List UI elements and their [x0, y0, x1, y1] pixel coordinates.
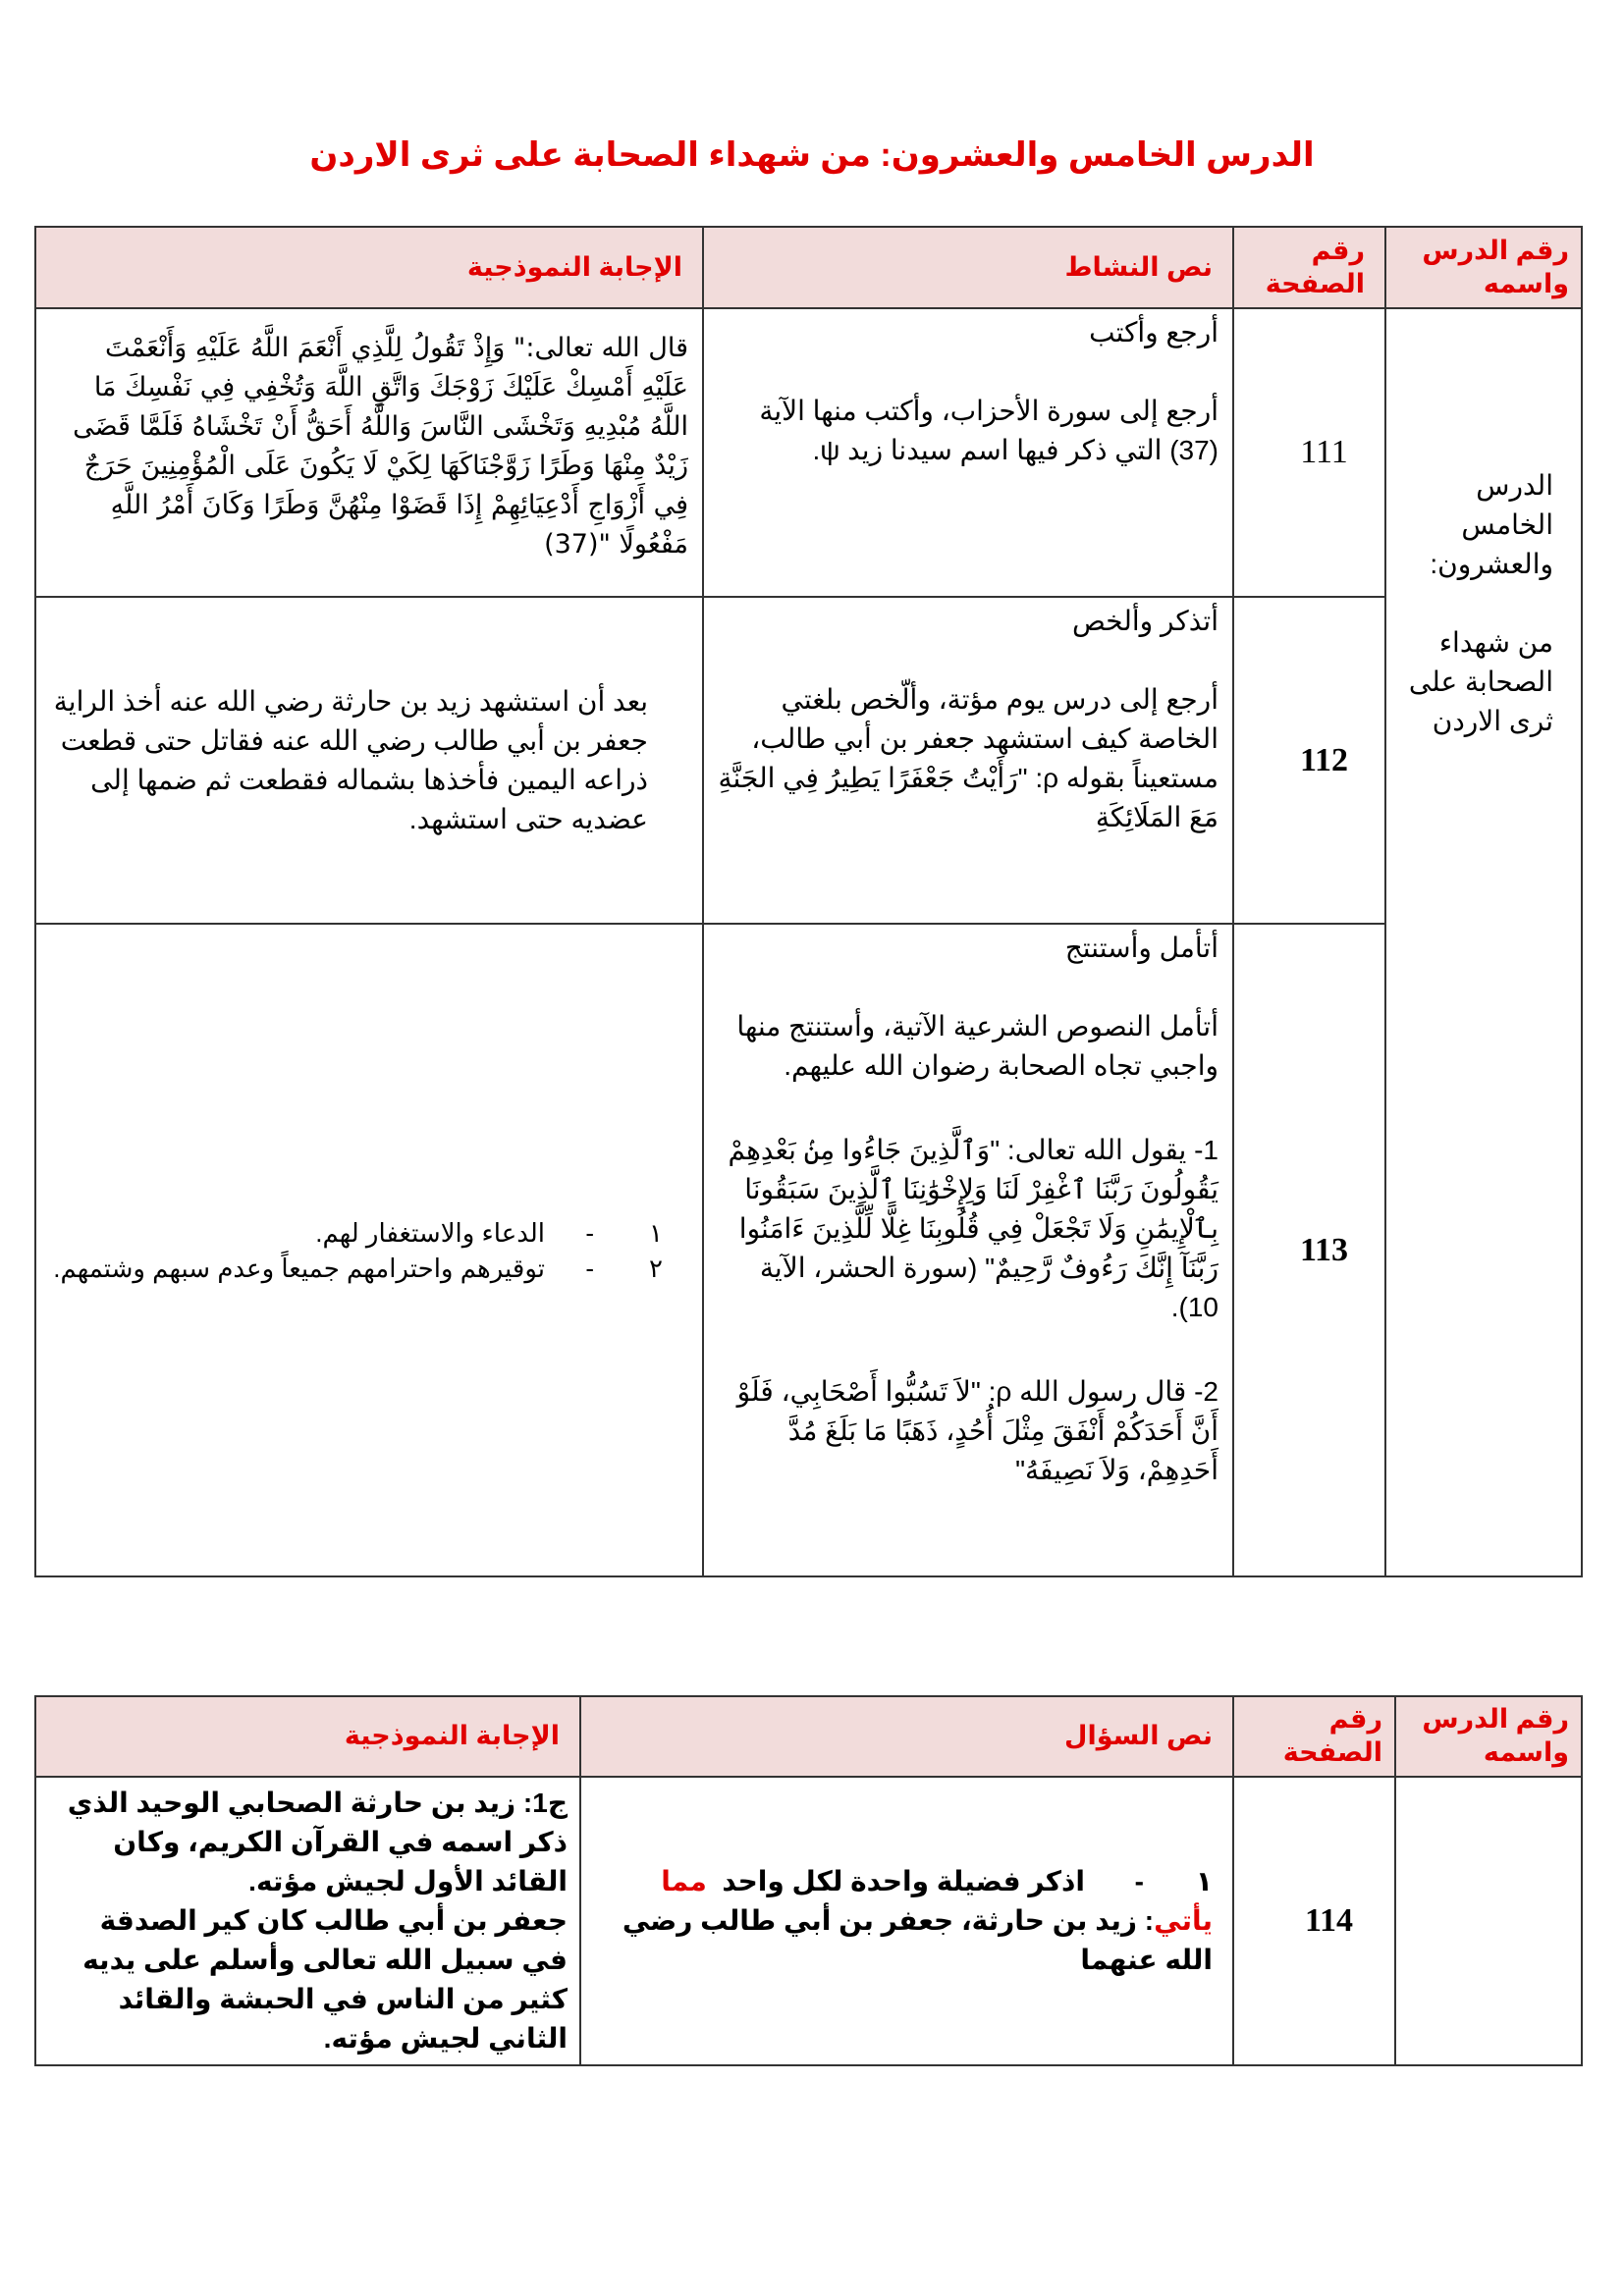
- table-header-row: [35, 1696, 1582, 1777]
- lesson-name-line: الخامس: [1461, 509, 1553, 540]
- table-row: [35, 308, 1582, 597]
- question-number: ١: [1195, 1865, 1213, 1896]
- header-lesson: رقم الدرس واسمه: [1385, 227, 1582, 308]
- activity-cell: [703, 308, 1233, 597]
- activity-title: أتذكر وألخص: [1071, 606, 1218, 636]
- answer-part: زيد بن حارثة الصحابي الوحيد الذي ذكر اسمه في القرآن الكريم، وكان القائد الأول لجيش مؤته.: [67, 1787, 568, 1896]
- table-row: [35, 597, 1582, 924]
- page-number: 111: [1233, 308, 1385, 597]
- answer-cell: [35, 308, 703, 597]
- answer-part: جعفر بن أبي طالب كان كير الصدقة في سبيل الله تعالى وأسلم على يديه كثير من الناس في الحبشة والقائد الثاني لجيش مؤته.: [82, 1904, 568, 2054]
- activity-text: أرجع إلى درس يوم مؤتة، وألّخص بلغتي الخاصة كيف استشهد جعفر بن أبي طالب، مستعيناً بقوله ρ: "رَأَيْتُ جَعْفَرًا يَطِيرُ فِي الجَنَّةِ مَعَ المَلَائِكَةِ: [718, 684, 1218, 832]
- activity-cell: [703, 597, 1233, 924]
- answer-cell: [35, 1777, 580, 2065]
- question-dash: -: [1134, 1865, 1144, 1896]
- header-activity: نص النشاط: [703, 227, 1233, 308]
- list-number: ١: [649, 1217, 663, 1248]
- question-part: : زيد بن حارثة، جعفر بن أبي طالب رضي الله عنهما: [622, 1904, 1213, 1975]
- lesson-name-line: الدرس: [1476, 470, 1553, 501]
- question-highlight: مما يأتي: [661, 1865, 1213, 1936]
- header-lesson: رقم الدرس واسمه: [1395, 1696, 1582, 1777]
- activity-intro: أتأمل النصوص الشرعية الآتية، وأستنتج منها واجبي تجاه الصحابة رضوان الله عليهم.: [736, 1011, 1218, 1081]
- table-row: [35, 924, 1582, 1576]
- activity-text-2: 2- قال رسول الله ρ: "لاَ تَسُبُّوا أَصْحَابِي، فَلَوْ أَنَّ أَحَدَكُمْ أَنْفَقَ مِثْلَ أُحُدٍ، ذَهَبًا مَا بَلَغَ مُدَّ أَحَدِهِمْ، وَلاَ نَصِيفَهُ": [736, 1376, 1218, 1485]
- question-cell: [580, 1777, 1233, 2065]
- questions-table: [34, 1695, 1583, 2066]
- answer-text: [36, 1778, 579, 2064]
- table-row: [35, 1777, 1582, 2065]
- activity-title: أتأمل وأستنتج: [1064, 933, 1218, 963]
- header-question: نص السؤال: [580, 1696, 1233, 1777]
- list-dash: -: [585, 1217, 594, 1248]
- lesson-name-cell: [1385, 308, 1582, 1576]
- answer-text: قال الله تعالى:" وَإِذْ تَقُولُ لِلَّذِي أَنْعَمَ اللَّهُ عَلَيْهِ وَأَنْعَمْتَ عَلَيْهِ أَمْسِكْ عَلَيْكَ زَوْجَكَ وَاتَّقِ اللَّهَ وَتُخْفِي فِي نَفْسِكَ مَا اللَّهُ مُبْدِيهِ وَتَخْشَى النَّاسَ وَاللَّهُ أَحَقُّ أَنْ تَخْشَاهُ فَلَمَّا قَضَى زَيْدٌ مِنْهَا وَطَرًا زَوَّجْنَاكَهَا لِكَيْ لَا يَكُونَ عَلَى الْمُؤْمِنِينَ حَرَجٌ فِي أَزْوَاجِ أَدْعِيَائِهِمْ إِذَا قَضَوْا مِنْهُنَّ وَطَرًا وَكَانَ أَمْرُ اللَّهِ مَفْعُولًا "(37): [73, 333, 688, 560]
- activity-text: أرجع إلى سورة الأحزاب، وأكتب منها الآية (37) التي ذكر فيها اسم سيدنا زيد ψ.: [759, 396, 1218, 465]
- list-text: توقيرهم واحترامهم جميعاً وعدم سبهم وشتمهم.: [53, 1253, 545, 1283]
- page-number: 113: [1233, 924, 1385, 1576]
- answer-cell: [35, 597, 703, 924]
- question-text: [581, 1856, 1232, 1986]
- header-page: رقم الصفحة: [1233, 227, 1385, 308]
- answer-list-item: [36, 1251, 663, 1286]
- activity-text-1: 1- يقول الله تعالى: "وَٱلَّذِينَ جَاءُوا مِنۢ بَعْدِهِمْ يَقُولُونَ رَبَّنَا ٱغْفِرْ لَنَا وَلِإِخْوَٰنِنَا ٱلَّذِينَ سَبَقُونَا بِٱلْإِيمَٰنِ وَلَا تَجْعَلْ فِي قُلُوبِنَا غِلًّا لِّلَّذِينَ ءَامَنُوا رَبَّنَآ إِنَّكَ رَءُوفٌ رَّحِيمٌ" (سورة الحشر، الآية 10).: [728, 1135, 1218, 1322]
- answer-label: ج1:: [522, 1787, 568, 1818]
- activity-cell: [703, 924, 1233, 1576]
- list-dash: -: [585, 1253, 594, 1283]
- lesson-name-line: الصحابة على: [1408, 667, 1553, 697]
- header-answer: الإجابة النموذجية: [35, 227, 703, 308]
- header-page: رقم الصفحة: [1233, 1696, 1395, 1777]
- activity-title: أرجع وأكتب: [1089, 317, 1218, 347]
- header-answer: الإجابة النموذجية: [35, 1696, 580, 1777]
- activities-table: [34, 226, 1583, 1577]
- lesson-name-line: والعشرون:: [1430, 549, 1553, 579]
- answer-text: بعد أن استشهد زيد بن حارثة رضي الله عنه أخذ الراية جعفر بن أبي طالب رضي الله عنه فقاتل حتى قطعت ذراعه اليمين فأخذها بشماله فقطعت ثم ضمها إلى عضديه حتى استشهد.: [53, 685, 648, 834]
- table-header-row: [35, 227, 1582, 308]
- question-part: اذكر فضيلة واحدة لكل واحد: [722, 1865, 1085, 1896]
- list-text: الدعاء والاستغفار لهم.: [315, 1217, 545, 1248]
- answer-list: [36, 1215, 702, 1286]
- answer-cell: [35, 924, 703, 1576]
- page-title: الدرس الخامس والعشرون: من شهداء الصحابة على ثرى الاردن: [309, 136, 1315, 174]
- lesson-name-line: ثرى الاردن: [1432, 706, 1553, 736]
- answer-list-item: [36, 1215, 663, 1251]
- list-number: ٢: [649, 1253, 663, 1283]
- lesson-name-line: من شهداء: [1438, 627, 1553, 658]
- page-number: 112: [1233, 597, 1385, 924]
- lesson-cell: [1395, 1777, 1582, 2065]
- page-number: 114: [1233, 1777, 1395, 2065]
